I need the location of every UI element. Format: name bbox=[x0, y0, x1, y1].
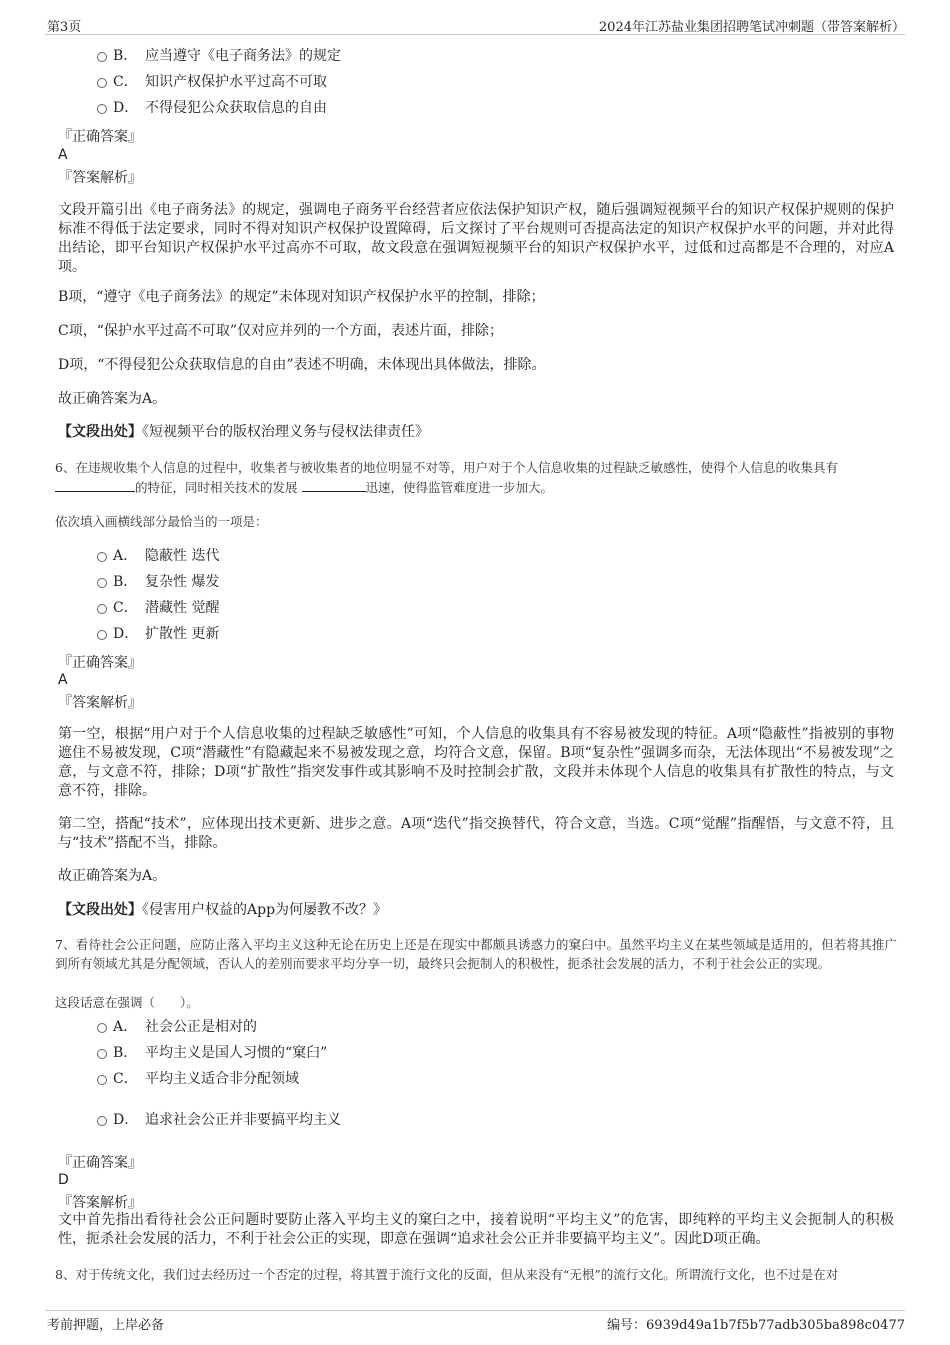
q8-stem: 8、对于传统文化，我们过去经历过一个否定的过程，将其置于流行文化的反面，但从来没有“无根”的流行文化。所谓流行文化，也不过是在对 bbox=[55, 1267, 839, 1282]
q7-option-b[interactable]: B． 平均主义是国人习惯的“窠臼” bbox=[97, 1043, 327, 1063]
q5-option-d[interactable]: D． 不得侵犯公众获取信息的自由 bbox=[97, 98, 327, 118]
blank-1[interactable] bbox=[55, 477, 135, 492]
q5-answer: A bbox=[58, 147, 68, 163]
source-title: 《侵害用户权益的App为何屡教不改？》 bbox=[142, 902, 388, 918]
q6-option-c[interactable]: C． 潜藏性 觉醒 bbox=[97, 598, 219, 618]
q6-analysis-label: 『答案解析』 bbox=[58, 695, 142, 711]
q7-option-a[interactable]: A． 社会公正是相对的 bbox=[97, 1017, 257, 1037]
q7-analysis-label: 『答案解析』 bbox=[58, 1195, 142, 1211]
q5-option-c[interactable]: C． 知识产权保护水平过高不可取 bbox=[97, 72, 327, 92]
source-title: 《短视频平台的版权治理义务与侵权法律责任》 bbox=[142, 424, 429, 440]
q6-answer: A bbox=[58, 672, 68, 688]
q7-option-d[interactable]: D． 追求社会公正并非要搞平均主义 bbox=[97, 1110, 341, 1130]
q7-answer: D bbox=[58, 1172, 69, 1188]
q5-answer-label: 『正确答案』 bbox=[58, 129, 142, 145]
radio-icon[interactable] bbox=[97, 1075, 107, 1085]
q5-analysis-label: 『答案解析』 bbox=[58, 170, 142, 186]
q6-analysis-p3: 故正确答案为A。 bbox=[58, 868, 167, 884]
q6-analysis-p1: 第一空，根据“用户对于个人信息收集的过程缺乏敏感性”可知，个人信息的收集具有不容易被发现的特征。A项“隐蔽性”指被别的事物遮住不易被发现，C项“潜藏性”有隐藏起来不易被发现之意，均符合文意，保留。B项“复杂性”强调多而杂，无法体现出“不易被发现”之意，与文意不符，排除；D项“扩散性”指突发事件或其影响不及时控制会扩散，文段并未体现个人信息的收集具有扩散性的特点，与文意不符，排除。 bbox=[58, 726, 894, 799]
radio-icon[interactable] bbox=[97, 1049, 107, 1059]
q6-prompt: 依次填入画横线部分最恰当的一项是： bbox=[55, 514, 268, 529]
radio-icon[interactable] bbox=[97, 604, 107, 614]
q5-option-b[interactable]: B． 应当遵守《电子商务法》的规定 bbox=[97, 46, 341, 66]
q5-analysis-p4: D项，“不得侵犯公众获取信息的自由”表述不明确，未体现出具体做法，排除。 bbox=[58, 357, 546, 373]
q6-answer-label: 『正确答案』 bbox=[58, 655, 142, 671]
blank-2[interactable] bbox=[302, 477, 366, 492]
page-header bbox=[45, 14, 905, 35]
q6-stem: 6、在违规收集个人信息的过程中，收集者与被收集者的地位明显不对等，用户对于个人信息收集的过程缺乏敏感性，使得个人信息的收集具有 的特征，同时相关技术的发展 迅速，使得监管难度进一步加大。 bbox=[55, 460, 838, 495]
footer-slogan: 考前押题，上岸必备 bbox=[47, 1318, 165, 1333]
q7-stem: 7、看待社会公正问题，应防止落入平均主义这种无论在历史上还是在现实中都颇具诱惑力的窠臼中。虽然平均主义在某些领域是适用的，但若将其推广到所有领域尤其是分配领域，否认人的差别而要求平均分享一切，最终只会扼制人的积极性，扼杀社会发展的活力，不利于社会公正的实现。 bbox=[55, 937, 897, 971]
page-footer bbox=[45, 1310, 905, 1333]
page-number: 第3页 bbox=[47, 20, 82, 35]
q7-analysis: 文中首先指出看待社会公正问题时要防止落入平均主义的窠臼之中，接着说明“平均主义”的危害，即纯粹的平均主义会扼制人的积极性，扼杀社会发展的活力，不利于社会公正的实现，即意在强调“追求社会公正并非要搞平均主义”。因此D项正确。 bbox=[58, 1212, 894, 1247]
q7-option-c[interactable]: C． 平均主义适合非分配领域 bbox=[97, 1069, 299, 1089]
radio-icon[interactable] bbox=[97, 78, 107, 88]
q6-option-b[interactable]: B． 复杂性 爆发 bbox=[97, 572, 219, 592]
document-id: 编号：6939d49a1b7f5b77adb305ba898c0477 bbox=[607, 1318, 905, 1333]
radio-icon[interactable] bbox=[97, 52, 107, 62]
source-label: 【文段出处】 bbox=[58, 424, 142, 440]
q6-source bbox=[58, 901, 894, 920]
source-label: 【文段出处】 bbox=[58, 902, 142, 918]
document-title: 2024年江苏盐业集团招聘笔试冲刺题（带答案解析） bbox=[598, 20, 905, 35]
radio-icon[interactable] bbox=[97, 1116, 107, 1126]
radio-icon[interactable] bbox=[97, 552, 107, 562]
radio-icon[interactable] bbox=[97, 630, 107, 640]
radio-icon[interactable] bbox=[97, 1023, 107, 1033]
radio-icon[interactable] bbox=[97, 578, 107, 588]
q6-analysis-p2: 第二空，搭配“技术”，应体现出技术更新、进步之意。A项“迭代”指交换替代，符合文意，当选。C项“觉醒”指醒悟，与文意不符，且与“技术”搭配不当，排除。 bbox=[58, 816, 894, 851]
q5-analysis-p1: 文段开篇引出《电子商务法》的规定，强调电子商务平台经营者应依法保护知识产权，随后强调短视频平台的知识产权保护规则的保护标准不得低于法定要求，同时不得对知识产权保护设置障碍，后文探讨了平台规则可否提高法定的知识产权保护水平的问题，并对此得出结论，即平台知识产权保护水平过高亦不可取，故文段意在强调短视频平台的知识产权保护水平，过低和过高都是不合理的，对应A项。 bbox=[58, 202, 894, 275]
radio-icon[interactable] bbox=[97, 104, 107, 114]
q6-option-d[interactable]: D． 扩散性 更新 bbox=[97, 624, 219, 644]
q5-analysis-p3: C项，“保护水平过高不可取”仅对应并列的一个方面，表述片面，排除； bbox=[58, 323, 504, 339]
q7-answer-label: 『正确答案』 bbox=[58, 1155, 142, 1171]
q5-analysis-p5: 故正确答案为A。 bbox=[58, 391, 167, 407]
q7-prompt: 这段话意在强调（ ）。 bbox=[55, 995, 199, 1010]
q6-option-a[interactable]: A． 隐蔽性 迭代 bbox=[97, 546, 219, 566]
q5-analysis-p2: B项，“遵守《电子商务法》的规定”未体现对知识产权保护水平的控制，排除； bbox=[58, 289, 545, 305]
q5-source bbox=[58, 423, 894, 442]
